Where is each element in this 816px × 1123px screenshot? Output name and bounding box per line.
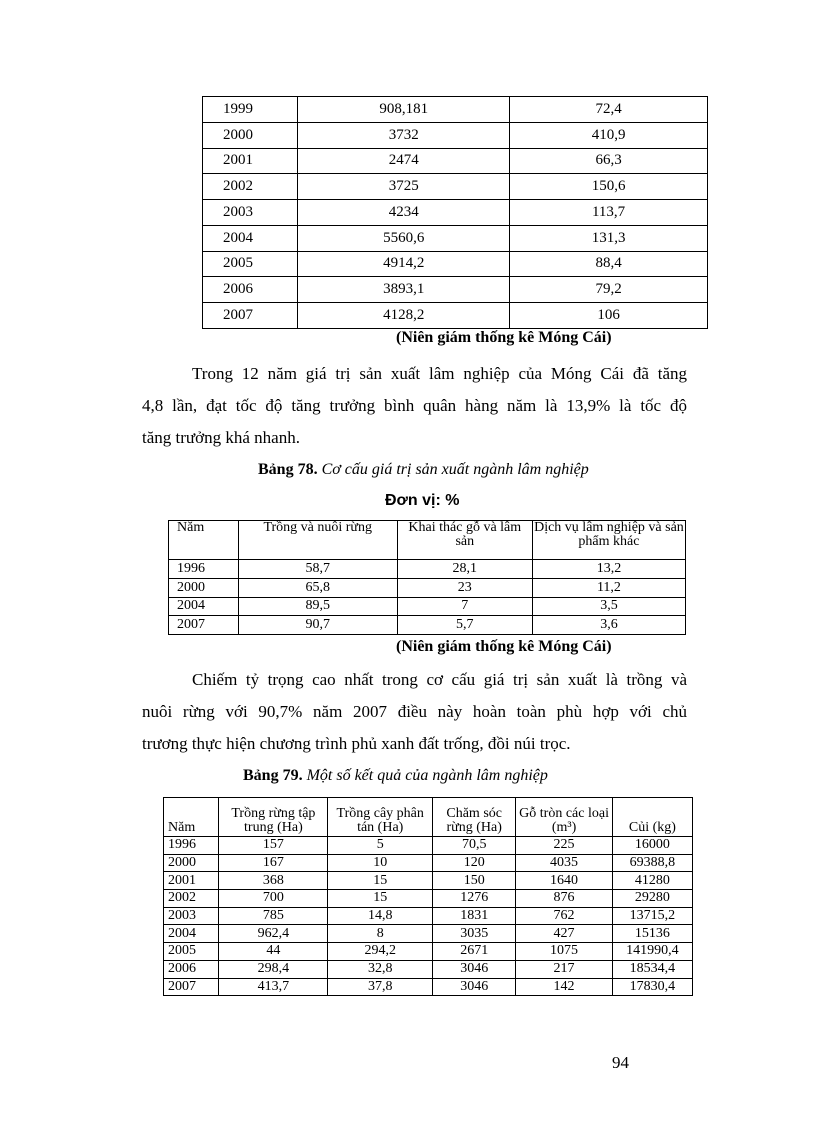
header-cell: Gỗ tròn các loại (m³) — [516, 798, 613, 837]
table-cell: 413,7 — [219, 978, 328, 996]
table-cell: 106 — [510, 303, 708, 329]
table-cell: 876 — [516, 890, 613, 908]
table-cell: 962,4 — [219, 925, 328, 943]
table78-unit: Đơn vị: % — [385, 492, 460, 509]
table-cell: 88,4 — [510, 251, 708, 277]
forestry-structure-rows — [169, 560, 686, 635]
table-row — [164, 978, 693, 996]
table-row — [164, 925, 693, 943]
table-cell: 4914,2 — [298, 251, 510, 277]
paragraph-line: tăng trưởng khá nhanh. — [142, 428, 300, 447]
table-cell: 150,6 — [510, 174, 708, 200]
table79-caption-prefix: Bảng 79. — [243, 767, 303, 784]
table-cell: 11,2 — [532, 578, 685, 597]
table-cell: 3,6 — [532, 616, 685, 635]
table-row — [203, 174, 708, 200]
table78-source-note: (Niên giám thống kê Móng Cái) — [396, 638, 612, 655]
table-cell: 167 — [219, 854, 328, 872]
table-cell: 120 — [433, 854, 516, 872]
table-row — [203, 303, 708, 329]
table-row — [164, 907, 693, 925]
paragraph-line: nuôi rừng với 90,7% năm 2007 điều này hoàn toàn phù hợp với chủ — [142, 702, 687, 721]
table-cell: 16000 — [612, 837, 692, 855]
table-row — [203, 122, 708, 148]
table-cell: 410,9 — [510, 122, 708, 148]
table-cell: 141990,4 — [612, 943, 692, 961]
table-cell: 15 — [328, 890, 433, 908]
paragraph-line: 4,8 lần, đạt tốc độ tăng trưởng bình quân hàng năm là 13,9% là tốc độ — [142, 396, 687, 415]
table-cell: 2005 — [203, 251, 298, 277]
table-cell: 23 — [397, 578, 532, 597]
table-cell: 14,8 — [328, 907, 433, 925]
table-cell: 8 — [328, 925, 433, 943]
header-cell: Dịch vụ lâm nghiệp và sản phẩm khác — [532, 521, 685, 560]
table-cell: 700 — [219, 890, 328, 908]
paragraph-line: Chiếm tỷ trọng cao nhất trong cơ cấu giá trị sản xuất là trồng và — [192, 670, 687, 689]
table-cell: 3035 — [433, 925, 516, 943]
table-cell: 1996 — [164, 837, 219, 855]
table-cell: 58,7 — [238, 560, 397, 579]
table-cell: 2000 — [169, 578, 239, 597]
table-cell: 157 — [219, 837, 328, 855]
header-cell: Chăm sóc rừng (Ha) — [433, 798, 516, 837]
table-row — [169, 616, 686, 635]
table-cell: 1831 — [433, 907, 516, 925]
table-cell: 142 — [516, 978, 613, 996]
production-value-table — [202, 96, 708, 329]
table-cell: 44 — [219, 943, 328, 961]
table-cell: 7 — [397, 597, 532, 616]
table-cell: 2006 — [203, 277, 298, 303]
table78-caption-title: Cơ cấu giá trị sản xuất ngành lâm nghiệp — [321, 461, 589, 478]
table-cell: 15 — [328, 872, 433, 890]
table-cell: 2003 — [164, 907, 219, 925]
forestry-results-table — [163, 797, 693, 996]
table-cell: 217 — [516, 960, 613, 978]
table-cell: 2001 — [164, 872, 219, 890]
table-cell: 70,5 — [433, 837, 516, 855]
header-cell: Năm — [169, 521, 239, 560]
table-cell: 225 — [516, 837, 613, 855]
table-cell: 4035 — [516, 854, 613, 872]
table-cell: 785 — [219, 907, 328, 925]
table-row — [169, 597, 686, 616]
table-cell: 3046 — [433, 978, 516, 996]
table-cell: 150 — [433, 872, 516, 890]
table-header-row — [169, 521, 686, 560]
header-cell: Trồng rừng tập trung (Ha) — [219, 798, 328, 837]
table-cell: 29280 — [612, 890, 692, 908]
table-cell: 294,2 — [328, 943, 433, 961]
table-cell: 2002 — [203, 174, 298, 200]
table-cell: 13,2 — [532, 560, 685, 579]
table-row — [164, 943, 693, 961]
table-row — [203, 97, 708, 123]
table-cell: 90,7 — [238, 616, 397, 635]
table-cell: 1276 — [433, 890, 516, 908]
table79-caption-title: Một số kết quả của ngành lâm nghiệp — [306, 767, 548, 784]
table-cell: 32,8 — [328, 960, 433, 978]
table-cell: 908,181 — [298, 97, 510, 123]
header-cell: Khai thác gỗ và lâm sản — [397, 521, 532, 560]
table-cell: 2671 — [433, 943, 516, 961]
table-row — [164, 960, 693, 978]
table-row — [203, 251, 708, 277]
table-cell: 2004 — [203, 225, 298, 251]
table-cell: 5 — [328, 837, 433, 855]
table-row — [203, 225, 708, 251]
table-cell: 15136 — [612, 925, 692, 943]
table-row — [169, 560, 686, 579]
table-cell: 2003 — [203, 200, 298, 226]
table-row — [164, 854, 693, 872]
table-cell: 79,2 — [510, 277, 708, 303]
paragraph-line: Trong 12 năm giá trị sản xuất lâm nghiệp của Móng Cái đã tăng — [192, 364, 687, 383]
table-cell: 17830,4 — [612, 978, 692, 996]
table-cell: 89,5 — [238, 597, 397, 616]
table-cell: 5,7 — [397, 616, 532, 635]
table-cell: 5560,6 — [298, 225, 510, 251]
table-cell: 2001 — [203, 148, 298, 174]
table-cell: 298,4 — [219, 960, 328, 978]
forestry-results-rows — [164, 837, 693, 996]
table-cell: 2000 — [203, 122, 298, 148]
table-cell: 4234 — [298, 200, 510, 226]
forestry-structure-table — [168, 520, 686, 635]
table-row — [164, 890, 693, 908]
table-cell: 1075 — [516, 943, 613, 961]
table-cell: 66,3 — [510, 148, 708, 174]
header-cell: Củi (kg) — [612, 798, 692, 837]
table-cell: 65,8 — [238, 578, 397, 597]
table-row — [203, 200, 708, 226]
header-cell: Trồng và nuôi rừng — [238, 521, 397, 560]
table-cell: 28,1 — [397, 560, 532, 579]
header-cell: Trồng cây phân tán (Ha) — [328, 798, 433, 837]
table-cell: 427 — [516, 925, 613, 943]
table-cell: 131,3 — [510, 225, 708, 251]
table-cell: 13715,2 — [612, 907, 692, 925]
production-value-rows — [203, 97, 708, 329]
table-cell: 2006 — [164, 960, 219, 978]
table-cell: 3725 — [298, 174, 510, 200]
table-cell: 2004 — [169, 597, 239, 616]
table78-caption-prefix: Bảng 78. — [258, 461, 318, 478]
table-cell: 37,8 — [328, 978, 433, 996]
table-cell: 10 — [328, 854, 433, 872]
table-cell: 3732 — [298, 122, 510, 148]
table78-caption — [258, 461, 589, 479]
table-cell: 2000 — [164, 854, 219, 872]
table-cell: 113,7 — [510, 200, 708, 226]
table-cell: 1640 — [516, 872, 613, 890]
table-cell: 368 — [219, 872, 328, 890]
table-cell: 41280 — [612, 872, 692, 890]
header-cell: Năm — [164, 798, 219, 837]
table-cell: 3893,1 — [298, 277, 510, 303]
table-cell: 2007 — [164, 978, 219, 996]
table-cell: 3,5 — [532, 597, 685, 616]
table-cell: 2474 — [298, 148, 510, 174]
table-cell: 1999 — [203, 97, 298, 123]
table79-caption — [243, 767, 548, 785]
table-cell: 1996 — [169, 560, 239, 579]
page-number: 94 — [612, 1053, 629, 1072]
table-cell: 3046 — [433, 960, 516, 978]
table-cell: 2005 — [164, 943, 219, 961]
table-cell: 69388,8 — [612, 854, 692, 872]
table-row — [164, 872, 693, 890]
table-cell: 2004 — [164, 925, 219, 943]
table-cell: 762 — [516, 907, 613, 925]
paragraph-growth — [142, 358, 687, 454]
table-cell: 18534,4 — [612, 960, 692, 978]
table-row — [164, 837, 693, 855]
table-cell: 72,4 — [510, 97, 708, 123]
table-row — [169, 578, 686, 597]
table-cell: 4128,2 — [298, 303, 510, 329]
paragraph-line: trương thực hiện chương trình phủ xanh đất trống, đồi núi trọc. — [142, 734, 571, 753]
table-cell: 2007 — [169, 616, 239, 635]
paragraph-structure — [142, 664, 687, 760]
table-row — [203, 148, 708, 174]
table-header-row — [164, 798, 693, 837]
table-cell: 2002 — [164, 890, 219, 908]
table-cell: 2007 — [203, 303, 298, 329]
table-row — [203, 277, 708, 303]
table-source-note: (Niên giám thống kê Móng Cái) — [396, 329, 612, 346]
